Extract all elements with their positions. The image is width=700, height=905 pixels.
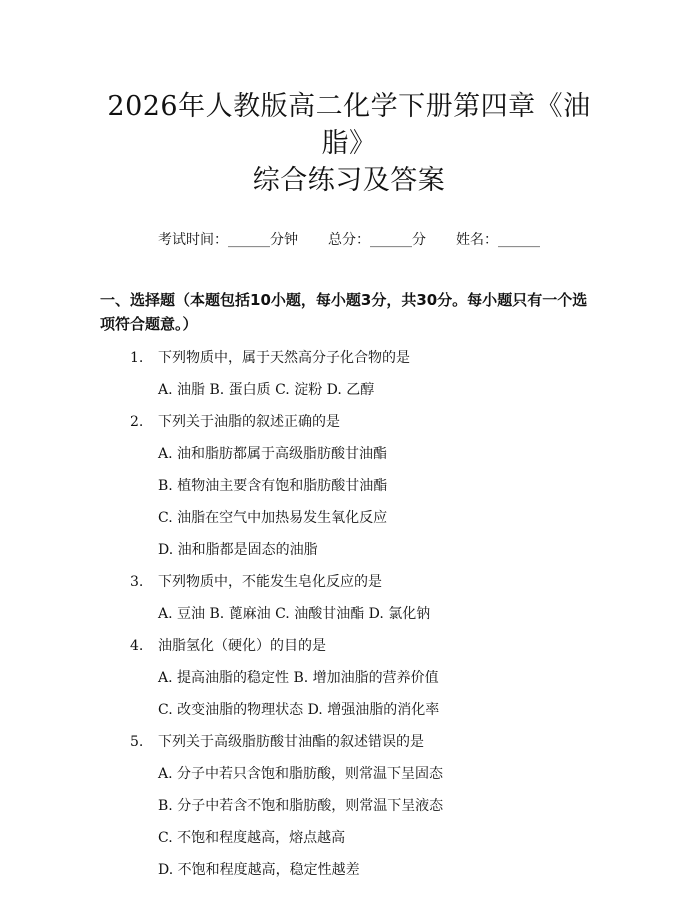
question-2-option-b: B. 植物油主要含有饱和脂肪酸甘油酯 xyxy=(158,478,388,494)
document-title xyxy=(100,0,598,199)
question-stem: 下列物质中，属于天然高分子化合物的是 xyxy=(158,350,410,366)
question-number: 1. xyxy=(130,350,144,366)
question-4-options-ab: A. 提高油脂的稳定性 B. 增加油脂的营养价值 xyxy=(158,670,439,686)
title-line-1: 2026年人教版高二化学下册第四章《油脂》 xyxy=(107,91,591,159)
question-5-option-d: D. 不饱和程度越高，稳定性越差 xyxy=(158,862,360,878)
question-stem: 下列物质中，不能发生皂化反应的是 xyxy=(158,574,382,590)
total-score-field: 总分：______分 xyxy=(328,232,426,248)
section-heading-multiple-choice: 一、选择题（本题包括10小题，每小题3分，共30分。每小题只有一个选项符合题意。） xyxy=(100,291,588,333)
question-2-option-a: A. 油和脂肪都属于高级脂肪酸甘油酯 xyxy=(158,446,388,462)
question-5 xyxy=(100,732,598,752)
question-5-option-a: A. 分子中若只含饱和脂肪酸，则常温下呈固态 xyxy=(158,766,444,782)
question-stem: 下列关于油脂的叙述正确的是 xyxy=(158,414,340,430)
exam-time-field: 考试时间：______分钟 xyxy=(158,232,298,248)
question-stem: 下列关于高级脂肪酸甘油酯的叙述错误的是 xyxy=(158,734,424,750)
question-number: 2. xyxy=(130,414,144,430)
question-3 xyxy=(100,572,598,592)
title-line-2: 综合练习及答案 xyxy=(252,165,446,196)
question-number: 3. xyxy=(130,574,144,590)
question-1 xyxy=(100,348,598,368)
question-5-option-b: B. 分子中若含不饱和脂肪酸，则常温下呈液态 xyxy=(158,798,444,814)
question-number: 5. xyxy=(130,734,144,750)
question-2 xyxy=(100,412,598,432)
question-2-option-d: D. 油和脂都是固态的油脂 xyxy=(158,542,318,558)
question-1-options: A. 油脂 B. 蛋白质 C. 淀粉 D. 乙醇 xyxy=(158,382,375,398)
student-name-field: 姓名：______ xyxy=(456,232,540,248)
question-4-options-cd: C. 改变油脂的物理状态 D. 增强油脂的消化率 xyxy=(158,702,440,718)
question-5-option-c: C. 不饱和程度越高，熔点越高 xyxy=(158,830,346,846)
question-2-option-c: C. 油脂在空气中加热易发生氧化反应 xyxy=(158,510,388,526)
exam-info-line xyxy=(100,230,598,250)
question-4 xyxy=(100,636,598,656)
question-list xyxy=(100,348,598,880)
question-stem: 油脂氢化（硬化）的目的是 xyxy=(158,638,326,654)
question-3-options: A. 豆油 B. 蓖麻油 C. 油酸甘油酯 D. 氯化钠 xyxy=(158,606,431,622)
question-number: 4. xyxy=(130,638,144,654)
